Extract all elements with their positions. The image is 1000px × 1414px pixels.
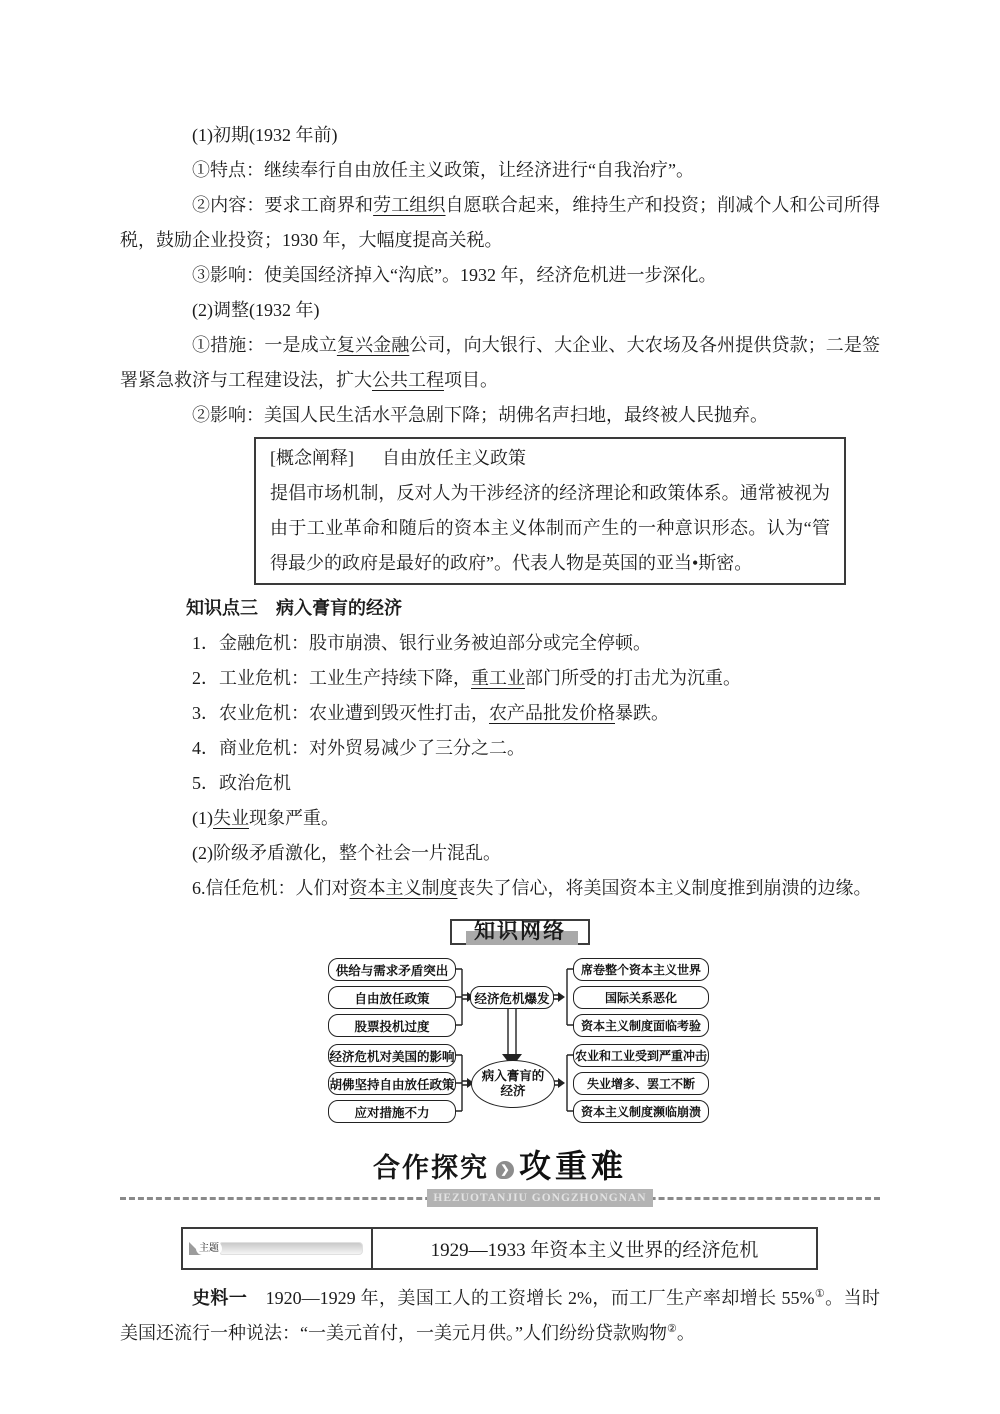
- concept-box-title: [270, 441, 830, 476]
- body-paragraph: ①特点：继续奉行自由放任主义政策，让经济进行“自我治疗”。: [192, 160, 694, 180]
- topic-badge-label: 主题: [196, 1242, 222, 1255]
- diagram-node-crisis-outbreak: 经济危机爆发: [470, 986, 554, 1009]
- banner-title: 知识网络: [474, 920, 566, 943]
- diagram-node: 资本主义制度面临考验: [573, 1014, 709, 1037]
- body-paragraph: ①措施：一是成立复兴金融公司，向大银行、大企业、大农场及各州提供贷款；二是签署紧急救济与工程建设法，扩大公共工程项目。: [120, 335, 881, 390]
- topic-badge-bar: [220, 1242, 363, 1255]
- diagram-node: 供给与需求矛盾突出: [328, 958, 456, 981]
- diagram-node: 失业增多、罢工不断: [573, 1072, 709, 1095]
- list-item: 1．金融危机：股市崩溃、银行业务被迫部分或完全停顿。: [192, 633, 651, 653]
- concept-box: [254, 437, 846, 585]
- knowledge-network-banner: [450, 917, 590, 949]
- material-section: [120, 1281, 880, 1351]
- diagram-node: 资本主义制度濒临崩溃: [573, 1100, 709, 1123]
- body-paragraph: (1)初期(1932 年前): [192, 125, 338, 145]
- list-item: 4．商业危机：对外贸易减少了三分之二。: [192, 738, 525, 758]
- body-paragraph: ②影响：美国人民生活水平急剧下降；胡佛名声扫地，最终被人民抛弃。: [192, 405, 768, 425]
- body-paragraph: ②内容：要求工商界和劳工组织自愿联合起来，维持生产和投资；削减个人和公司所得税，鼓励企业投资；1930 年，大幅度提高关税。: [120, 195, 881, 250]
- list-item: 6.信任危机：人们对资本主义制度丧失了信心，将美国资本主义制度推到崩溃的边缘。: [192, 878, 872, 898]
- topic-badge-cell: [183, 1229, 373, 1268]
- chevron-icon: ❯: [496, 1161, 514, 1179]
- diagram-node: 胡佛坚持自由放任政策: [328, 1072, 456, 1095]
- diagram-node: 席卷整个资本主义世界: [573, 958, 709, 981]
- list-item: (2)阶级矛盾激化，整个社会一片混乱。: [192, 843, 501, 863]
- topic-table: [181, 1227, 818, 1270]
- list-item: 2．工业危机：工业生产持续下降，重工业部门所受的打击尤为沉重。: [192, 668, 741, 688]
- diagram-node: 农业和工业受到严重冲击: [573, 1044, 709, 1067]
- diagram-node: 国际关系恶化: [573, 986, 709, 1009]
- explore-ribbon-pinyin: HEZUOTANJIU GONGZHONGNAN: [427, 1189, 653, 1207]
- topic-title-cell: 1929—1933 年资本主义世界的经济危机: [430, 1240, 759, 1261]
- knowledge-network-diagram: [322, 955, 712, 1129]
- list-item: 5．政治危机: [192, 773, 291, 793]
- concept-title-text: 自由放任主义政策: [382, 448, 526, 468]
- explore-title-left: 合作探究: [372, 1153, 489, 1183]
- diagram-node: 经济危机对美国的影响: [328, 1044, 456, 1067]
- diagram-node-sick-economy: [471, 1060, 555, 1108]
- explore-ribbon: [120, 1188, 880, 1210]
- body-paragraph: ③影响：使美国经济掉入“沟底”。1932 年，经济危机进一步深化。: [192, 265, 717, 285]
- explore-title-right: 攻重难: [518, 1148, 627, 1184]
- diagram-node: 股票投机过度: [328, 1014, 456, 1037]
- ellipse-line1: 病入膏肓的: [481, 1069, 545, 1083]
- diagram-node: 应对措施不力: [328, 1100, 456, 1123]
- explore-section-header: [120, 1141, 880, 1187]
- knowledge-point-heading: 知识点三 病入膏肓的经济: [186, 598, 402, 618]
- body-paragraph: (2)调整(1932 年): [192, 300, 320, 320]
- list-item: 3．农业危机：农业遭到毁灭性打击，农产品批发价格暴跌。: [192, 703, 669, 723]
- ellipse-line2: 经济: [500, 1084, 526, 1098]
- concept-label: [概念阐释]: [270, 448, 354, 468]
- concept-box-body: 提倡市场机制，反对人为干涉经济的经济理论和政策体系。通常被视为由于工业革命和随后的资本主义体制而产生的一种意识形态。认为“管得最少的政府是最好的政府”。代表人物是英国的亚当•斯密。: [270, 483, 830, 573]
- list-item: (1)失业现象严重。: [192, 808, 339, 828]
- diagram-node: 自由放任政策: [328, 986, 456, 1009]
- page-content: [120, 0, 880, 1351]
- material-paragraph: 史料一 1920—1929 年，美国工人的工资增长 2%，而工厂生产率却增长 55%①。当时美国还流行一种说法：“一美元首付，一美元月供。”人们纷纷贷款购物②。: [120, 1288, 880, 1343]
